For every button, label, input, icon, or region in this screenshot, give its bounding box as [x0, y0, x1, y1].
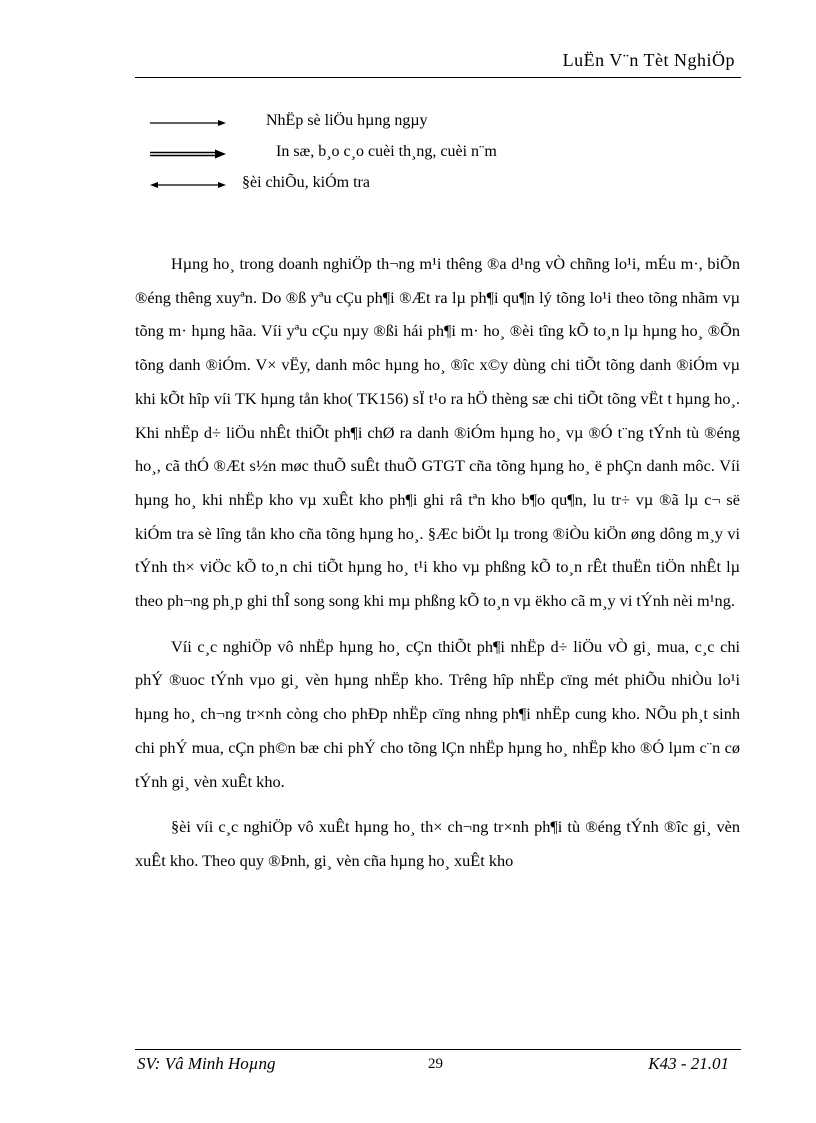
header-title: LuËn V¨n Tèt NghiÖp	[562, 50, 735, 70]
footer-divider	[135, 1049, 741, 1050]
legend-item-daily-entry	[148, 112, 608, 143]
legend-label-reconcile: §èi chiÕu, kiÓm tra	[242, 174, 370, 191]
legend	[148, 112, 608, 205]
double-headed-arrow-icon	[148, 178, 228, 192]
footer-author: SV: Vâ Minh Hoµng	[137, 1054, 276, 1073]
legend-label-reports: In sæ, b¸o c¸o cuèi th¸ng, cuèi n¨m	[276, 143, 497, 160]
paragraph-3: §èi víi c¸c nghiÖp vô xuÊt hµng ho¸ th× ch¬ng tr×nh ph¶i tù ®éng tÝnh ®îc gi¸ vèn xuÊt kho. Theo quy ®Þnh, gi¸ vèn cña hµng ho¸ xuÊt kho	[135, 817, 740, 870]
page-number: 29	[428, 1056, 443, 1072]
double-arrow-right-icon	[148, 147, 228, 161]
single-arrow-right-icon	[148, 116, 228, 130]
paragraph-2: Víi c¸c nghiÖp vô nhËp hµng ho¸ cÇn thiÕt ph¶i nhËp d÷ liÖu vÒ gi¸ mua, c¸c chi phÝ ®uoc tÝnh vµo gi¸ vèn hµng nhËp kho. Trêng hîp nhËp cïng mét phiÕu nhiÒu lo¹i hµng ho¸ ch¬ng tr×nh còng cho phÐp nhËp cïng nhng ph¶i nhËp cung kho. NÕu ph¸t sinh chi phÝ mua, cÇn ph©n bæ chi phÝ cho tõng lÇn nhËp hµng ho¸ nhËp kho ®Ó lµm c¨n cø tÝnh gi¸ vèn xuÊt kho.	[135, 636, 740, 791]
legend-item-reconcile	[148, 174, 608, 205]
footer-class-code: K43 - 21.01	[648, 1054, 729, 1073]
legend-label-daily-entry: NhËp sè liÖu hµng ngµy	[266, 112, 428, 129]
header-divider	[135, 77, 741, 78]
paragraph-1: Hµng ho¸ trong doanh nghiÖp th¬ng m¹i thêng ®a d¹ng vÒ chñng lo¹i, mÉu m·, biÕn ®éng thêng xuyªn. Do ®ß yªu cÇu ph¶i ®Æt ra lµ ph¶i qu¶n lý tõng lo¹i theo tõng nhãm vµ tõng m· hµng hãa. Víi yªu cÇu nµy ®ßi hái ph¶i m· ho¸ ®èi tîng kÕ to¸n lµ hµng ho¸ ®Õn tõng danh ®iÓm. V× vËy, danh môc hµng ho¸ ®îc x©y dùng chi tiÕt tõng danh ®iÓm vµ khi kÕt hîp víi TK hµng tån kho( TK156) sÏ t¹o ra hÖ thèng sæ chi tiÕt tõng vËt t hµng ho¸. Khi nhËp d÷ liÖu nhÊt thiÕt ph¶i chØ ra danh ®iÓm hµng ho¸ vµ ®Ó t¨ng tÝnh tù ®éng ho¸, cã thÓ ®Æt s½n møc thuÕ suÊt thuÕ GTGT cña tõng hµng ho¸ ë phÇn danh môc. Víi hµng ho¸ khi nhËp kho vµ xuÊt kho ph¶i ghi râ tªn kho b¶o qu¶n, lu tr÷ vµ ®ã lµ c¬ së kiÓm tra sè lîng tån kho cña tõng hµng ho¸. §Æc biÖt lµ trong ®iÒu kiÖn øng dông m¸y vi tÝnh th× viÖc kÕ to¸n chi tiÕt hµng ho¸ t¹i kho vµ phßng kÕ to¸n rÊt thuËn tiÖn nhÊt lµ theo ph¬ng ph¸p ghi thÎ song song khi mµ phßng kÕ to¸n vµ ëkho cã m¸y vi tÝnh nèi m¹ng.	[135, 254, 740, 611]
legend-item-reports	[148, 143, 608, 174]
body-text	[135, 247, 740, 890]
